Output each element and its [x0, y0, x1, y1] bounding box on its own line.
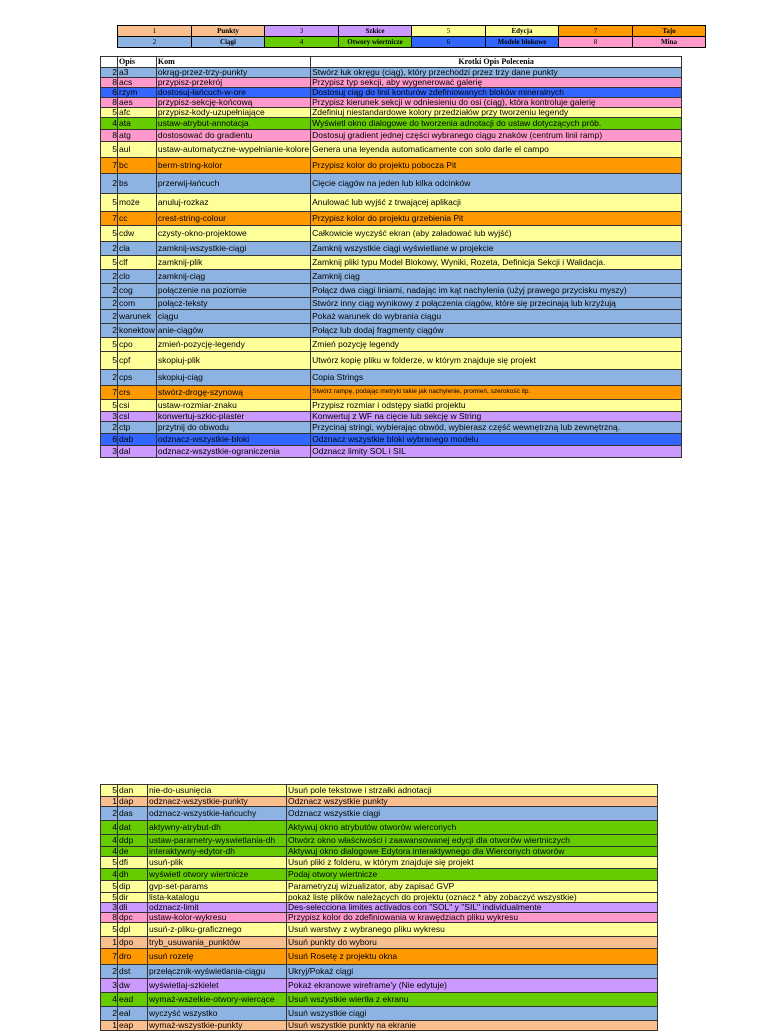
command-description: Połącz lub dodaj fragmenty ciągów [311, 324, 682, 338]
table-row [101, 979, 658, 993]
command-code: das [118, 807, 148, 821]
command-code: ata [118, 118, 157, 130]
command-description: Utwórz kopię pliku w folderze, w którym znajduje się projekt [311, 352, 682, 370]
command-name: nie-do-usunięcia [148, 785, 287, 797]
command-description: Połącz dwa ciągi liniami, nadając im kąt nachylenia (użyj prawego przycisku myszy) [311, 284, 682, 298]
command-code: eal [118, 1007, 148, 1021]
command-name: lista-katalogu [148, 893, 287, 903]
command-code: dir [118, 893, 148, 903]
command-code: atg [118, 130, 157, 142]
category-legend [117, 25, 706, 48]
command-name: odznacz-wszystkie-bloki [156, 434, 310, 446]
command-description: Stwórz inny ciąg wynikowy z połączenia ciągów, które się przecinają lub krzyżują [311, 298, 682, 310]
legend-label: Punkty [192, 26, 265, 37]
category-number: 2 [101, 242, 118, 256]
command-description: Anulować lub wyjść z trwającej aplikacji [311, 194, 682, 212]
table-row [101, 298, 682, 310]
command-code: warunek [118, 310, 157, 324]
legend-label: Mina [633, 37, 706, 48]
command-name: wyświetl otwory wiertnicze [148, 869, 287, 881]
table-row [101, 194, 682, 212]
command-description: Cięcie ciągów na jeden lub kilka odcinków [311, 174, 682, 194]
command-description: Podaj otwory wiertnicze [287, 869, 658, 881]
table-row [101, 310, 682, 324]
table-row [101, 903, 658, 913]
legend-number: 1 [118, 26, 192, 37]
command-name: skopiuj-ciąg [156, 370, 310, 386]
category-number: 8 [101, 130, 118, 142]
category-number: 8 [101, 78, 118, 88]
command-name: zmień-pozycję-legendy [156, 338, 310, 352]
command-name: interaktywny-edytor-dh [148, 847, 287, 857]
command-table-bottom [100, 784, 658, 1031]
command-name: zamknij-wszystkie-ciągi [156, 242, 310, 256]
command-description: Usuń wszystkie wiertła z ekranu [287, 993, 658, 1007]
command-code: clf [118, 256, 157, 270]
category-number: 5 [101, 352, 118, 370]
table-row [101, 270, 682, 284]
command-code: dpc [118, 913, 148, 923]
command-code: aes [118, 98, 157, 108]
table-row [101, 68, 682, 78]
table-row [101, 1007, 658, 1021]
command-description: Dostosuj gradient jednej części wybranego ciągu znaków (centrum linii ramp) [311, 130, 682, 142]
table-row [101, 242, 682, 256]
command-description: Pokaż ekranowe wireframe'y (Nie edytuje) [287, 979, 658, 993]
command-description: Usuń wszystkie ciągi [287, 1007, 658, 1021]
category-number: 5 [101, 142, 118, 158]
category-number: 5 [101, 893, 118, 903]
command-name: aktywny-atrybut-dh [148, 821, 287, 835]
command-description: Odznacz limity SOL i SIL [311, 446, 682, 458]
command-code: eap [118, 1021, 148, 1031]
category-number: 7 [101, 158, 118, 174]
command-description: Usuń wszystkie punkty na ekranie [287, 1021, 658, 1031]
command-name: crest-string-colour [156, 212, 310, 226]
command-description: Odznacz wszystkie ciągi [287, 807, 658, 821]
category-number: 2 [101, 68, 118, 78]
table-row [101, 212, 682, 226]
legend-number: 7 [559, 26, 633, 37]
command-name: przełącznik-wyświetlania-ciągu [148, 965, 287, 979]
command-code: cc [118, 212, 157, 226]
command-code: a3 [118, 68, 157, 78]
category-number: 2 [101, 1007, 118, 1021]
command-description: Usuń pliki z folderu, w którym znajduje się projekt [287, 857, 658, 869]
legend-number: 8 [559, 37, 633, 48]
table-row [101, 923, 658, 937]
table-row [101, 993, 658, 1007]
command-code: dip [118, 881, 148, 893]
table-row [101, 422, 682, 434]
command-name: przerwij-łańcuch [156, 174, 310, 194]
table-row [101, 937, 658, 949]
category-number: 3 [101, 412, 118, 422]
command-description: Otwórz okno właściwości i zaawansowanej edycji dla otworów wiertniczych [287, 835, 658, 847]
command-code: cla [118, 242, 157, 256]
command-code: dh [118, 869, 148, 881]
command-code: dat [118, 821, 148, 835]
command-description: Zamknij pliki typu Model Blokowy, Wyniki, Rozeta, Definicja Sekcji i Walidacja. [311, 256, 682, 270]
table-row [101, 1021, 658, 1031]
command-description: Parametryzuj wizualizator, aby zapisać GVP [287, 881, 658, 893]
command-description: Przycinaj stringi, wybierając obwód, wybierasz część wewnętrzną lub zewnętrzną. [311, 422, 682, 434]
command-description: Genera una leyenda automaticamente con solo darle el campo [311, 142, 682, 158]
command-code: bc [118, 158, 157, 174]
category-number: 2 [101, 310, 118, 324]
category-number: 2 [101, 370, 118, 386]
command-description: Przypisz kolor do projektu pobocza Pit [311, 158, 682, 174]
table-row [101, 400, 682, 412]
legend-label: Otwory wiertnicze [339, 37, 412, 48]
category-number: 3 [101, 446, 118, 458]
command-name: ustaw-atrybut-annotacja [156, 118, 310, 130]
command-name: odznacz-limit [148, 903, 287, 913]
table-row [101, 284, 682, 298]
command-name: wymaż-wszelkie-otwory-wiercące [148, 993, 287, 1007]
command-description: Aktywuj okno dialogowe Edytora interaktywnego dla Wierconych otworów [287, 847, 658, 857]
command-name: wymaż-wszystkie-punkty [148, 1021, 287, 1031]
legend-number: 3 [265, 26, 339, 37]
command-code: cpo [118, 338, 157, 352]
category-number: 7 [101, 949, 118, 965]
category-number: 5 [101, 785, 118, 797]
command-name: usuń-plik [148, 857, 287, 869]
command-name: czysty-okno-projektowe [156, 226, 310, 242]
command-table-top [100, 56, 682, 458]
table-row [101, 226, 682, 242]
command-name: połączenie na poziomie [156, 284, 310, 298]
command-description: pokaż listę plików należących do projektu (oznacz * aby zobaczyć wszystkie) [287, 893, 658, 903]
command-code: dw [118, 979, 148, 993]
category-number: 2 [101, 422, 118, 434]
command-code: cps [118, 370, 157, 386]
legend-label: Edycja [486, 26, 559, 37]
command-description: Usuń warstwy z wybranego pliku wykresu [287, 923, 658, 937]
command-name: gvp-set-params [148, 881, 287, 893]
legend-label: Tajo [633, 26, 706, 37]
command-name: zamknij-ciąg [156, 270, 310, 284]
category-number: 2 [101, 284, 118, 298]
category-number: 1 [101, 937, 118, 949]
command-description: Stwórz rampę, podając metryki takie jak nachylenie, promień, szerokość itp. [311, 386, 682, 400]
command-code: cog [118, 284, 157, 298]
legend-row [118, 26, 706, 37]
command-name: wyczyść wszystko [148, 1007, 287, 1021]
table-row [101, 386, 682, 400]
legend-number: 2 [118, 37, 192, 48]
table-row [101, 446, 682, 458]
command-description: Zamknij wszystkie ciągi wyświetlane w projekcie [311, 242, 682, 256]
command-name: anuluj-rozkaz [156, 194, 310, 212]
category-number: 5 [101, 338, 118, 352]
command-code: dli [118, 903, 148, 913]
category-number: 2 [101, 174, 118, 194]
table-row [101, 857, 658, 869]
table-row [101, 324, 682, 338]
command-name: zamknij-plik [156, 256, 310, 270]
command-name: ustaw-automatyczne-wypełnianie-kolore [156, 142, 310, 158]
table-row [101, 785, 658, 797]
command-name: odznacz-wszystkie-ograniczenia [156, 446, 310, 458]
table-row [101, 78, 682, 88]
command-description: Przypisz rozmiar i odstępy siatki projektu [311, 400, 682, 412]
table-row [101, 412, 682, 422]
command-description: Wyświetl okno dialogowe do tworzenia adnotacji do ustaw dotyczących prób. [311, 118, 682, 130]
command-description: Usuń pole tekstowe i strzałki adnotacji [287, 785, 658, 797]
command-description: Dostosuj ciąg do linii konturów zdefiniowanych bloków mineralnych [311, 88, 682, 98]
header-col1 [101, 57, 118, 68]
command-description: Usuń punkty do wyboru [287, 937, 658, 949]
table-row [101, 256, 682, 270]
command-name: ciągu [156, 310, 310, 324]
command-description: Przypisz kolor do zdefiniowania w krawędziach pliku wykresu [287, 913, 658, 923]
command-code: aul [118, 142, 157, 158]
table-row [101, 835, 658, 847]
table-row [101, 98, 682, 108]
command-name: tryb_usuwania_punktów [148, 937, 287, 949]
command-code: cdw [118, 226, 157, 242]
legend-label: Ciągi [192, 37, 265, 48]
header-krotki-opis: Krotki Opis Polecenia [311, 57, 682, 68]
command-code: dab [118, 434, 157, 446]
command-name: ustaw-kolor-wykresu [148, 913, 287, 923]
table-row [101, 913, 658, 923]
command-description: Zmień pozycję legendy [311, 338, 682, 352]
table-row [101, 118, 682, 130]
command-name: przypisz-kody-uzupełniające [156, 108, 310, 118]
command-code: ead [118, 993, 148, 1007]
command-description: Des-selecciona limites activados con "SOL" y "SIL" individualmente [287, 903, 658, 913]
command-description: Zdefiniuj niestandardowe kolory przedziałów przy tworzeniu legendy [311, 108, 682, 118]
header-opis: Opis [118, 57, 157, 68]
command-name: odznacz-wszystkie-punkty [148, 797, 287, 807]
command-description: Usuń Rosetę z projektu okna [287, 949, 658, 965]
command-description: Całkowicie wyczyść ekran (aby załadować lub wyjść) [311, 226, 682, 242]
table-row [101, 158, 682, 174]
command-name: skopiuj-plik [156, 352, 310, 370]
command-code: dap [118, 797, 148, 807]
table-row [101, 370, 682, 386]
category-number: 1 [101, 1021, 118, 1031]
command-name: konwertuj-szkic-plaster [156, 412, 310, 422]
table-row [101, 88, 682, 98]
command-code: dpo [118, 937, 148, 949]
command-code: acs [118, 78, 157, 88]
category-number: 5 [101, 857, 118, 869]
table-row [101, 142, 682, 158]
command-name: berm-string-kolor [156, 158, 310, 174]
category-number: 8 [101, 98, 118, 108]
command-code: ctp [118, 422, 157, 434]
category-number: 4 [101, 821, 118, 835]
legend-row [118, 37, 706, 48]
legend-number: 6 [412, 37, 486, 48]
table-row [101, 965, 658, 979]
category-number: 5 [101, 881, 118, 893]
command-description: Ukryj/Pokaż ciągi [287, 965, 658, 979]
category-number: 5 [101, 256, 118, 270]
command-name: wyświetlaj-szkielet [148, 979, 287, 993]
command-code: com [118, 298, 157, 310]
command-code: dst [118, 965, 148, 979]
legend-label: Szkice [339, 26, 412, 37]
command-code: dfi [118, 857, 148, 869]
command-description: Odznacz wszystkie punkty [287, 797, 658, 807]
command-name: ustaw-rozmiar-znaku [156, 400, 310, 412]
command-description: Aktywuj okno atrybutów otworów wierconych [287, 821, 658, 835]
command-code: może [118, 194, 157, 212]
command-code: cpf [118, 352, 157, 370]
category-number: 2 [101, 324, 118, 338]
table-row [101, 352, 682, 370]
command-code: de [118, 847, 148, 857]
category-number: 6 [101, 88, 118, 98]
category-number: 5 [101, 400, 118, 412]
command-description: Odznacz wszystkie bloki wybranego modelu [311, 434, 682, 446]
command-code: dal [118, 446, 157, 458]
command-code: rzym [118, 88, 157, 98]
category-number: 2 [101, 298, 118, 310]
command-name: przypisz-sekcję-końcową [156, 98, 310, 108]
category-number: 2 [101, 965, 118, 979]
category-number: 6 [101, 434, 118, 446]
command-code: dpl [118, 923, 148, 937]
legend-number: 4 [265, 37, 339, 48]
legend-number: 5 [412, 26, 486, 37]
command-description: Przypisz kolor do projektu grzebienia Pit [311, 212, 682, 226]
command-description: Przypisz typ sekcji, aby wygenerować galerię [311, 78, 682, 88]
category-number: 4 [101, 993, 118, 1007]
command-code: dro [118, 949, 148, 965]
category-number: 1 [101, 797, 118, 807]
command-code: csi [118, 400, 157, 412]
table-header-row [101, 57, 682, 68]
table-row [101, 869, 658, 881]
command-name: anie-ciągów [156, 324, 310, 338]
category-number: 5 [101, 194, 118, 212]
command-name: odznacz-wszystkie-łańcuchy [148, 807, 287, 821]
header-kom: Kom [156, 57, 310, 68]
table-row [101, 108, 682, 118]
table-row [101, 807, 658, 821]
command-description: Zamknij ciąg [311, 270, 682, 284]
category-number: 4 [101, 847, 118, 857]
command-code: bs [118, 174, 157, 194]
table-row [101, 881, 658, 893]
table-row [101, 797, 658, 807]
command-code: dan [118, 785, 148, 797]
legend-label: Modele blokowe [486, 37, 559, 48]
category-number: 5 [101, 108, 118, 118]
category-number: 2 [101, 270, 118, 284]
category-number: 4 [101, 835, 118, 847]
table-row [101, 130, 682, 142]
command-code: afc [118, 108, 157, 118]
category-number: 4 [101, 869, 118, 881]
command-name: dostosuj-łańcuch-w-ore [156, 88, 310, 98]
command-name: usuń-z-pliku-graficznego [148, 923, 287, 937]
command-code: clo [118, 270, 157, 284]
category-number: 8 [101, 913, 118, 923]
command-description: Konwertuj z WF na cięcie lub sekcję w String [311, 412, 682, 422]
command-name: przypisz-przekrój [156, 78, 310, 88]
category-number: 3 [101, 903, 118, 913]
command-description: Copia Strings [311, 370, 682, 386]
command-name: stwórz-drogę-szynową [156, 386, 310, 400]
table-row [101, 847, 658, 857]
command-code: konektow [118, 324, 157, 338]
category-number: 4 [101, 118, 118, 130]
command-description: Stwórz łuk okręgu (ciąg), który przechodzi przez trzy dane punkty [311, 68, 682, 78]
command-name: przytnij do obwodu [156, 422, 310, 434]
category-number: 5 [101, 923, 118, 937]
command-code: ddp [118, 835, 148, 847]
table-row [101, 434, 682, 446]
command-code: crs [118, 386, 157, 400]
command-name: połącz-teksty [156, 298, 310, 310]
command-name: usuń rozetę [148, 949, 287, 965]
category-number: 5 [101, 226, 118, 242]
command-code: csl [118, 412, 157, 422]
category-number: 2 [101, 807, 118, 821]
command-name: ustaw-parametry-wyswietlania-dh [148, 835, 287, 847]
command-description: Przypisz kierunek sekcji w odniesieniu do osi (ciąg), która kontroluje galerię [311, 98, 682, 108]
category-number: 7 [101, 386, 118, 400]
table-row [101, 949, 658, 965]
command-description: Pokaż warunek do wybrania ciągu [311, 310, 682, 324]
category-number: 7 [101, 212, 118, 226]
category-number: 3 [101, 979, 118, 993]
command-name: okrąg-przez-trzy-punkty [156, 68, 310, 78]
command-name: dostosować do gradientu [156, 130, 310, 142]
table-row [101, 338, 682, 352]
table-row [101, 174, 682, 194]
table-row [101, 893, 658, 903]
table-row [101, 821, 658, 835]
